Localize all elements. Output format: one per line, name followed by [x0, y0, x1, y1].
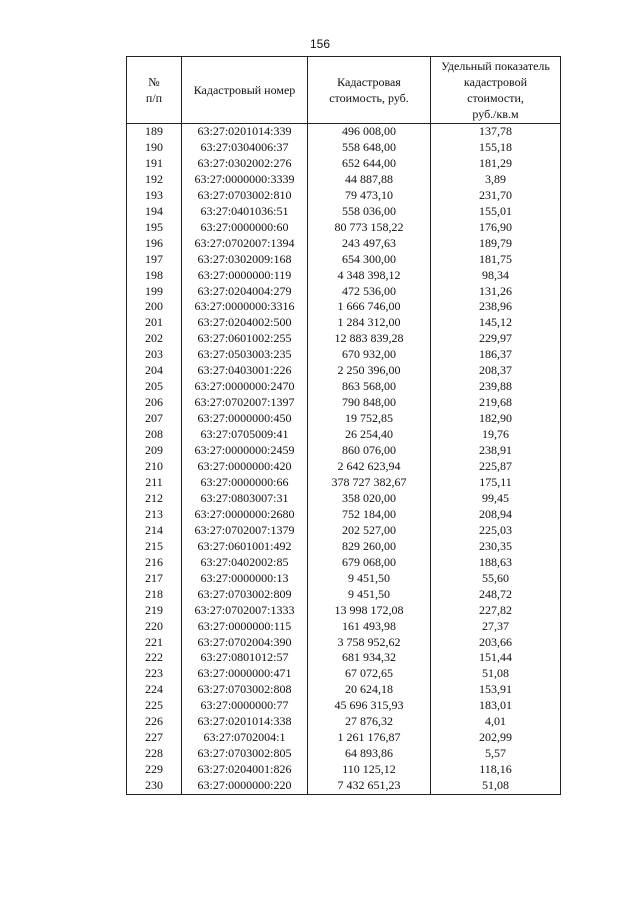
cadastral-value: 2 642 623,94	[308, 459, 431, 475]
specific-indicator: 51,08	[431, 666, 561, 682]
cadastral-value: 7 432 651,23	[308, 778, 431, 794]
specific-indicator: 4,01	[431, 714, 561, 730]
table-row	[127, 284, 561, 300]
table-row	[127, 299, 561, 315]
table-row	[127, 156, 561, 172]
cadastral-number: 63:27:0000000:420	[182, 459, 308, 475]
specific-indicator: 145,12	[431, 315, 561, 331]
table-row	[127, 698, 561, 714]
specific-indicator: 225,03	[431, 523, 561, 539]
table-row	[127, 491, 561, 507]
row-num: 230	[127, 778, 182, 794]
cadastral-number: 63:27:0000000:60	[182, 220, 308, 236]
specific-indicator: 188,63	[431, 555, 561, 571]
cadastral-value: 80 773 158,22	[308, 220, 431, 236]
specific-indicator: 208,37	[431, 363, 561, 379]
table-row	[127, 427, 561, 443]
specific-indicator: 51,08	[431, 778, 561, 794]
specific-indicator: 227,82	[431, 603, 561, 619]
row-num: 194	[127, 204, 182, 220]
cadastral-number: 63:27:0702007:1333	[182, 603, 308, 619]
row-num: 196	[127, 236, 182, 252]
table-row	[127, 682, 561, 698]
specific-indicator: 175,11	[431, 475, 561, 491]
cadastral-value: 681 934,32	[308, 650, 431, 666]
table-row	[127, 124, 561, 140]
table-row	[127, 475, 561, 491]
table-row	[127, 363, 561, 379]
cadastral-value: 19 752,85	[308, 411, 431, 427]
cadastral-value: 202 527,00	[308, 523, 431, 539]
row-num: 201	[127, 315, 182, 331]
cadastral-value: 9 451,50	[308, 571, 431, 587]
specific-indicator: 55,60	[431, 571, 561, 587]
row-num: 227	[127, 730, 182, 746]
cadastral-number: 63:27:0000000:77	[182, 698, 308, 714]
specific-indicator: 3,89	[431, 172, 561, 188]
cadastral-value: 13 998 172,08	[308, 603, 431, 619]
cadastral-value: 9 451,50	[308, 587, 431, 603]
header-specific-indicator: Удельный показатель кадастровой стоимости, руб./кв.м	[431, 57, 561, 124]
row-num: 206	[127, 395, 182, 411]
cadastral-value: 790 848,00	[308, 395, 431, 411]
specific-indicator: 183,01	[431, 698, 561, 714]
table-row	[127, 762, 561, 778]
row-num: 198	[127, 268, 182, 284]
row-num: 217	[127, 571, 182, 587]
row-num: 222	[127, 650, 182, 666]
cadastral-value: 64 893,86	[308, 746, 431, 762]
cadastral-value: 45 696 315,93	[308, 698, 431, 714]
table-row	[127, 220, 561, 236]
cadastral-number: 63:27:0703002:805	[182, 746, 308, 762]
specific-indicator: 189,79	[431, 236, 561, 252]
specific-indicator: 27,37	[431, 619, 561, 635]
specific-indicator: 231,70	[431, 188, 561, 204]
specific-indicator: 137,78	[431, 124, 561, 140]
cadastral-value: 652 644,00	[308, 156, 431, 172]
cadastral-number: 63:27:0702004:1	[182, 730, 308, 746]
specific-indicator: 202,99	[431, 730, 561, 746]
header-row	[127, 57, 561, 124]
cadastral-number: 63:27:0000000:471	[182, 666, 308, 682]
cadastral-number: 63:27:0204002:500	[182, 315, 308, 331]
row-num: 193	[127, 188, 182, 204]
specific-indicator: 225,87	[431, 459, 561, 475]
table-row	[127, 730, 561, 746]
cadastral-number: 63:27:0302009:168	[182, 252, 308, 268]
row-num: 210	[127, 459, 182, 475]
specific-indicator: 118,16	[431, 762, 561, 778]
cadastral-value: 1 666 746,00	[308, 299, 431, 315]
cadastral-value: 496 008,00	[308, 124, 431, 140]
specific-indicator: 176,90	[431, 220, 561, 236]
cadastral-number: 63:27:0204004:279	[182, 284, 308, 300]
specific-indicator: 203,66	[431, 635, 561, 651]
table-row	[127, 140, 561, 156]
table-row	[127, 172, 561, 188]
cadastral-number: 63:27:0201014:338	[182, 714, 308, 730]
row-num: 224	[127, 682, 182, 698]
specific-indicator: 239,88	[431, 379, 561, 395]
table-row	[127, 635, 561, 651]
row-num: 202	[127, 331, 182, 347]
specific-indicator: 219,68	[431, 395, 561, 411]
row-num: 204	[127, 363, 182, 379]
cadastral-value: 110 125,12	[308, 762, 431, 778]
cadastral-number: 63:27:0401036:51	[182, 204, 308, 220]
cadastral-value: 829 260,00	[308, 539, 431, 555]
row-num: 223	[127, 666, 182, 682]
cadastral-number: 63:27:0000000:13	[182, 571, 308, 587]
row-num: 208	[127, 427, 182, 443]
specific-indicator: 238,96	[431, 299, 561, 315]
cadastral-number: 63:27:0703002:808	[182, 682, 308, 698]
row-num: 191	[127, 156, 182, 172]
table-row	[127, 443, 561, 459]
cadastral-value: 20 624,18	[308, 682, 431, 698]
row-num: 213	[127, 507, 182, 523]
cadastral-number: 63:27:0000000:3316	[182, 299, 308, 315]
table-row	[127, 666, 561, 682]
row-num: 190	[127, 140, 182, 156]
row-num: 200	[127, 299, 182, 315]
cadastral-value: 472 536,00	[308, 284, 431, 300]
table-row	[127, 507, 561, 523]
table-row	[127, 555, 561, 571]
cadastral-value: 378 727 382,67	[308, 475, 431, 491]
cadastral-value: 79 473,10	[308, 188, 431, 204]
cadastral-number: 63:27:0705009:41	[182, 427, 308, 443]
table-row	[127, 539, 561, 555]
cadastral-number: 63:27:0302002:276	[182, 156, 308, 172]
cadastral-number: 63:27:0000000:2680	[182, 507, 308, 523]
row-num: 197	[127, 252, 182, 268]
specific-indicator: 208,94	[431, 507, 561, 523]
row-num: 220	[127, 619, 182, 635]
cadastral-value: 67 072,65	[308, 666, 431, 682]
cadastral-value: 1 261 176,87	[308, 730, 431, 746]
specific-indicator: 186,37	[431, 347, 561, 363]
cadastral-table	[126, 56, 561, 795]
table-row	[127, 571, 561, 587]
cadastral-number: 63:27:0803007:31	[182, 491, 308, 507]
cadastral-number: 63:27:0702004:390	[182, 635, 308, 651]
table-row	[127, 395, 561, 411]
cadastral-value: 3 758 952,62	[308, 635, 431, 651]
cadastral-number: 63:27:0000000:3339	[182, 172, 308, 188]
cadastral-number: 63:27:0000000:66	[182, 475, 308, 491]
table-row	[127, 603, 561, 619]
row-num: 218	[127, 587, 182, 603]
specific-indicator: 248,72	[431, 587, 561, 603]
cadastral-value: 679 068,00	[308, 555, 431, 571]
cadastral-value: 860 076,00	[308, 443, 431, 459]
row-num: 209	[127, 443, 182, 459]
cadastral-number: 63:27:0201014:339	[182, 124, 308, 140]
row-num: 192	[127, 172, 182, 188]
cadastral-value: 27 876,32	[308, 714, 431, 730]
row-num: 221	[127, 635, 182, 651]
row-num: 203	[127, 347, 182, 363]
cadastral-value: 4 348 398,12	[308, 268, 431, 284]
row-num: 189	[127, 124, 182, 140]
table-row	[127, 379, 561, 395]
cadastral-value: 358 020,00	[308, 491, 431, 507]
cadastral-value: 26 254,40	[308, 427, 431, 443]
specific-indicator: 155,18	[431, 140, 561, 156]
table-body	[127, 124, 561, 795]
row-num: 226	[127, 714, 182, 730]
cadastral-number: 63:27:0703002:810	[182, 188, 308, 204]
table-row	[127, 714, 561, 730]
table-row	[127, 746, 561, 762]
cadastral-number: 63:27:0601001:492	[182, 539, 308, 555]
specific-indicator: 5,57	[431, 746, 561, 762]
row-num: 219	[127, 603, 182, 619]
cadastral-number: 63:27:0000000:119	[182, 268, 308, 284]
specific-indicator: 155,01	[431, 204, 561, 220]
row-num: 214	[127, 523, 182, 539]
row-num: 195	[127, 220, 182, 236]
specific-indicator: 153,91	[431, 682, 561, 698]
cadastral-value: 558 036,00	[308, 204, 431, 220]
table-row	[127, 268, 561, 284]
row-num: 205	[127, 379, 182, 395]
cadastral-value: 161 493,98	[308, 619, 431, 635]
cadastral-number: 63:27:0402002:85	[182, 555, 308, 571]
cadastral-value: 558 648,00	[308, 140, 431, 156]
specific-indicator: 181,29	[431, 156, 561, 172]
cadastral-number: 63:27:0000000:2459	[182, 443, 308, 459]
row-num: 228	[127, 746, 182, 762]
row-num: 207	[127, 411, 182, 427]
specific-indicator: 229,97	[431, 331, 561, 347]
table-row	[127, 204, 561, 220]
cadastral-value: 44 887,88	[308, 172, 431, 188]
row-num: 225	[127, 698, 182, 714]
cadastral-number: 63:27:0000000:220	[182, 778, 308, 794]
cadastral-value: 12 883 839,28	[308, 331, 431, 347]
cadastral-value: 654 300,00	[308, 252, 431, 268]
cadastral-number: 63:27:0703002:809	[182, 587, 308, 603]
specific-indicator: 19,76	[431, 427, 561, 443]
cadastral-value: 2 250 396,00	[308, 363, 431, 379]
specific-indicator: 98,34	[431, 268, 561, 284]
cadastral-number: 63:27:0403001:226	[182, 363, 308, 379]
table-row	[127, 331, 561, 347]
cadastral-value: 863 568,00	[308, 379, 431, 395]
table-row	[127, 778, 561, 794]
table-row	[127, 523, 561, 539]
cadastral-number: 63:27:0503003:235	[182, 347, 308, 363]
cadastral-number: 63:27:0204001:826	[182, 762, 308, 778]
table-row	[127, 252, 561, 268]
cadastral-number: 63:27:0304006:37	[182, 140, 308, 156]
specific-indicator: 181,75	[431, 252, 561, 268]
specific-indicator: 131,26	[431, 284, 561, 300]
table-row	[127, 347, 561, 363]
row-num: 215	[127, 539, 182, 555]
cadastral-number: 63:27:0702007:1379	[182, 523, 308, 539]
table-header	[127, 57, 561, 124]
row-num: 212	[127, 491, 182, 507]
cadastral-number: 63:27:0000000:2470	[182, 379, 308, 395]
table-row	[127, 315, 561, 331]
table-row	[127, 619, 561, 635]
cadastral-value: 1 284 312,00	[308, 315, 431, 331]
cadastral-number: 63:27:0702007:1397	[182, 395, 308, 411]
cadastral-value: 243 497,63	[308, 236, 431, 252]
table-row	[127, 650, 561, 666]
header-num: № п/п	[127, 57, 182, 124]
specific-indicator: 182,90	[431, 411, 561, 427]
table-row	[127, 587, 561, 603]
table-row	[127, 236, 561, 252]
cadastral-number: 63:27:0000000:450	[182, 411, 308, 427]
cadastral-value: 670 932,00	[308, 347, 431, 363]
cadastral-number: 63:27:0702007:1394	[182, 236, 308, 252]
row-num: 229	[127, 762, 182, 778]
table-row	[127, 188, 561, 204]
cadastral-number: 63:27:0601002:255	[182, 331, 308, 347]
specific-indicator: 151,44	[431, 650, 561, 666]
row-num: 211	[127, 475, 182, 491]
cadastral-value: 752 184,00	[308, 507, 431, 523]
specific-indicator: 99,45	[431, 491, 561, 507]
header-cadastral-value: Кадастровая стоимость, руб.	[308, 57, 431, 124]
page-number: 156	[309, 37, 331, 51]
table-row	[127, 411, 561, 427]
cadastral-number: 63:27:0000000:115	[182, 619, 308, 635]
row-num: 199	[127, 284, 182, 300]
specific-indicator: 238,91	[431, 443, 561, 459]
row-num: 216	[127, 555, 182, 571]
header-cadastral-number: Кадастровый номер	[182, 57, 308, 124]
specific-indicator: 230,35	[431, 539, 561, 555]
table-row	[127, 459, 561, 475]
cadastral-number: 63:27:0801012:57	[182, 650, 308, 666]
